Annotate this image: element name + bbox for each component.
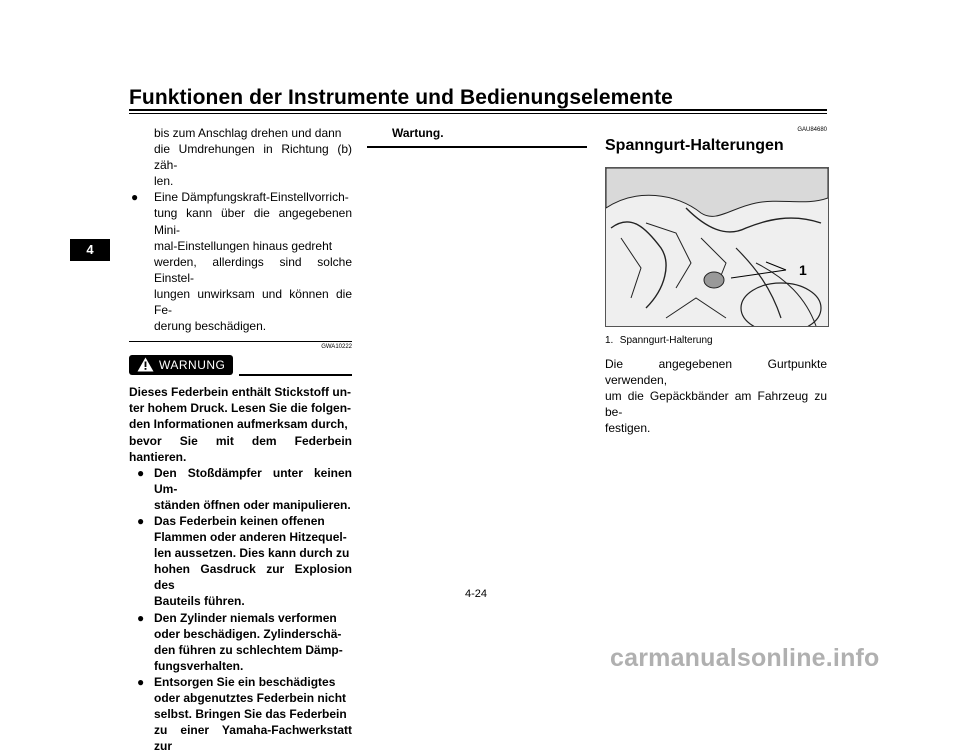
text-line: werden, allerdings sind solche Einstel- bbox=[154, 254, 352, 285]
warning-rule bbox=[239, 374, 352, 376]
text-line: mal-Einstellungen hinaus gedreht bbox=[154, 238, 333, 253]
text-line: festigen. bbox=[605, 421, 651, 436]
text-line: Die angegebenen Gurtpunkte verwenden, bbox=[605, 357, 827, 388]
text-line: ständen öffnen oder manipulieren. bbox=[154, 497, 351, 512]
column-middle bbox=[367, 125, 587, 148]
warning-end-rule bbox=[367, 146, 587, 148]
chapter-tab: 4 bbox=[70, 239, 110, 261]
text-line: Den Zylinder niemals verformen bbox=[154, 610, 337, 625]
caption-number: 1. bbox=[605, 335, 614, 346]
text-line: derung beschädigen. bbox=[154, 319, 267, 334]
text-line: tung kann über die angegebenen Mini- bbox=[154, 206, 352, 237]
text-line: den Informationen aufmerksam durch, bbox=[129, 417, 348, 432]
bullet-icon: ● bbox=[137, 610, 145, 625]
text-line: len. bbox=[154, 174, 174, 189]
note-bullet bbox=[129, 189, 352, 334]
warning-label: WARNUNG bbox=[159, 358, 226, 373]
warning-triangle-icon bbox=[137, 357, 154, 372]
strap-hook-illustration bbox=[605, 167, 829, 327]
motorcycle-rear-drawing bbox=[606, 168, 828, 326]
figure-caption bbox=[605, 335, 827, 346]
text-line: oder beschädigen. Zylinderschä- bbox=[154, 626, 342, 641]
text-line: Entsorgen Sie ein beschädigtes bbox=[154, 674, 336, 689]
text-line: zu einer Yamaha-Fachwerkstatt zur bbox=[154, 723, 352, 754]
text-line: selbst. Bringen Sie das Federbein bbox=[154, 707, 347, 722]
text-line: bis zum Anschlag drehen und dann bbox=[154, 126, 342, 140]
warning-text bbox=[129, 384, 352, 464]
warning-code: GWA10222 bbox=[321, 344, 352, 351]
column-right bbox=[605, 125, 827, 436]
text-line: oder abgenutztes Federbein nicht bbox=[154, 691, 347, 705]
site-watermark: carmanualsonline.info bbox=[610, 644, 880, 672]
text-line: Eine Dämpfungskraft-Einstellvorrich- bbox=[154, 190, 349, 205]
header-rule bbox=[129, 109, 827, 111]
text-line: Den Stoßdämpfer unter keinen Um- bbox=[154, 465, 352, 496]
bullet-icon: ● bbox=[137, 465, 145, 480]
text-line: ter hohem Druck. Lesen Sie die folgen- bbox=[129, 401, 352, 416]
header-rule-thin bbox=[129, 113, 827, 114]
column-left bbox=[129, 125, 352, 754]
warning-bullet bbox=[129, 465, 352, 513]
text-line: len aussetzen. Dies kann durch zu bbox=[154, 546, 350, 561]
text-line: Flammen oder anderen Hitzequel- bbox=[154, 530, 347, 545]
text-line: fungsverhalten. bbox=[154, 658, 244, 673]
warning-bullet bbox=[129, 674, 352, 754]
text-line: um die Gepäckbänder am Fahrzeug zu be- bbox=[605, 389, 827, 420]
text-line: hohen Gasdruck zur Explosion des bbox=[154, 562, 352, 593]
page-header-title: Funktionen der Instrumente und Bedienungselemente bbox=[129, 86, 673, 109]
bullet-icon: ● bbox=[137, 674, 145, 689]
figure-callout-label: 1 bbox=[799, 262, 807, 278]
warning-badge bbox=[129, 355, 233, 375]
bullet-icon: ● bbox=[137, 513, 145, 528]
warning-continuation: Wartung. bbox=[392, 126, 444, 140]
warning-bullet bbox=[129, 610, 352, 674]
text-line: lungen unwirksam und können die Fe- bbox=[154, 286, 352, 318]
text-line: den führen zu schlechtem Dämp- bbox=[154, 642, 343, 657]
intro-paragraph bbox=[129, 125, 352, 189]
section-code: GAU84680 bbox=[797, 127, 827, 133]
text-line: Das Federbein keinen offenen bbox=[154, 513, 325, 528]
text-line: Dieses Federbein enthält Stickstoff un- bbox=[129, 385, 352, 400]
text-line: Bauteils führen. bbox=[154, 594, 245, 609]
section-body bbox=[605, 356, 827, 436]
bullet-icon: ● bbox=[131, 190, 139, 205]
warning-bullet bbox=[129, 513, 352, 610]
text-line: die Umdrehungen in Richtung (b) zäh- bbox=[154, 142, 352, 173]
text-line: bevor Sie mit dem Federbein hantieren. bbox=[129, 433, 352, 464]
caption-text: Spanngurt-Halterung bbox=[619, 335, 713, 346]
section-title: Spanngurt-Halterungen bbox=[605, 137, 784, 154]
page-number: 4-24 bbox=[465, 588, 488, 600]
warning-header bbox=[129, 354, 352, 378]
